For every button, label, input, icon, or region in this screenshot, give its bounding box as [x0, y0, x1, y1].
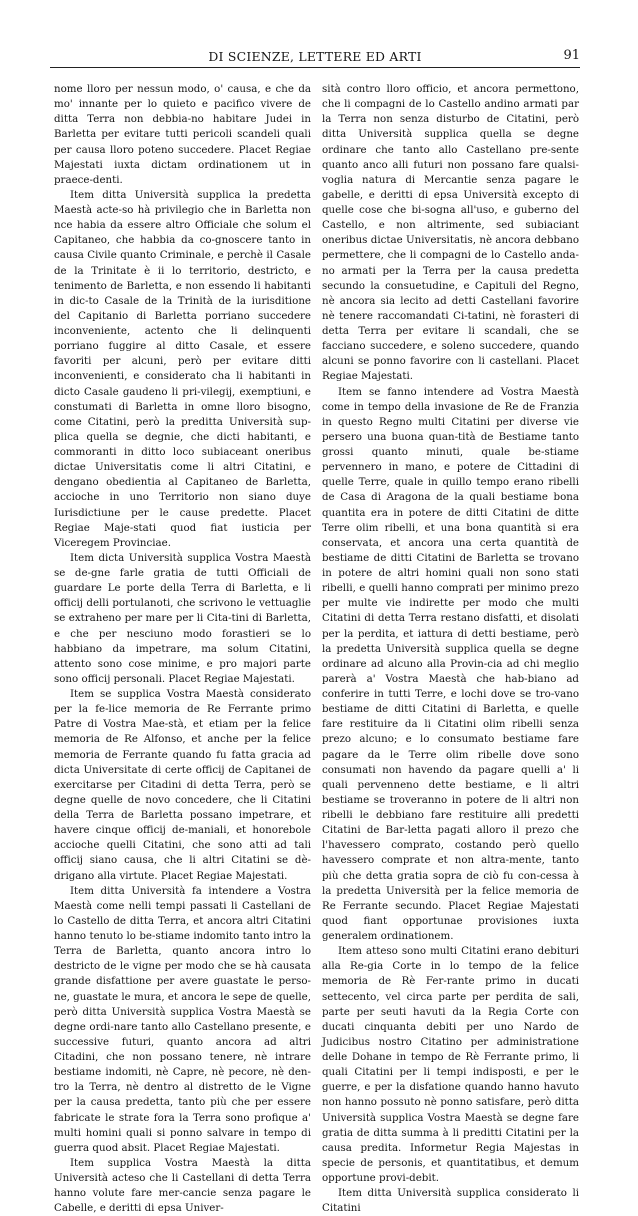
paragraph: Item ditta Università supplica la predetta Maestà acte-so hà privilegio che in Barletta non nce habia da essere altro Officiale che solum el Capitaneo, che habbia da co-gnoscere tanto in causa Civile quanto Criminale, e perchè il Casale de la Trinitate è ii lo territorio, destricto, e tenimento de Barletta, e non essendo li habitanti in dic-to Casale de la Trinità de la iurisditione del Capitanio di Barletta porriano succedere inconveniente, actento che li delinquenti porriano fuggire al ditto Casale, et essere favoriti per alcuni, però per evitare ditti inconvenienti, e considerato cha li habitanti in dicto Casale gaudeno li pri-vilegij, exemptiuni, e constumati di Barletta in omne lloro bisogno, come Citatini, però la preditta Università sup-plica quella se degnie, che dicti habitanti, e commoranti in ditto loco subiaceant oneribus dictae Universitatis come li altri Citatini, e dengano obedientia al Capitaneo de Barletta, accioche in uno Territorio non siano duye Iurisdictiune per le cause predette. Placet Regiae Maje-stati quod fiat iusticia per Viceregem Provinciae.: [54, 188, 311, 549]
running-title: DI SCIENZE, LETTERE ED ARTI: [208, 49, 422, 64]
paragraph: Item se supplica Vostra Maestà considerato per la fe-lice memoria de Re Ferrante primo Patre di Vostra Mae-stà, et etiam per la felice memoria de Re Alfonso, et anche per la felice memoria de Ferrante quando fu fatta gracia ad dicta Universitate di certe officij de Capitanei de exercitarse per Citadini di detta Terra, però se degne quelle de novo concedere, che li Citatini della Terra de Barletta possano impetrare, et havere cinque officij de-maniali, et honorebole accioche quelli Citatini, che sono atti ad tali officij siano causa, che li altri Citatini se dè-drigano alla virtute. Placet Regiae Majestati.: [54, 688, 311, 882]
right-column: [322, 82, 579, 1216]
left-column: [54, 82, 311, 1216]
paragraph: sità contro lloro officio, et ancora permettono, che li compagni de lo Castello andino armati par la Terra non senza disturbo de Citatini, però ditta Università supplica quella se degne ordinare che tanto allo Castellano pre-sente quanto anco alli futuri non possano fare qualsi-voglia natura di Mercantie senza pagare le gabelle, e deritti di epsa Università excepto di quelle cose che bi-sogna all'uso, e guberno del Castello, e non altrimente, sed subiaciant oneribus dictae Universitatis, nè ancora debbano permettere, che li compagni de lo Castello anda-no armati per la Terra per la causa predetta secundo la consuetudine, e Capituli del Regno, nè ancora sia lecito ad detti Castellani favorire nè tenere raccomandati Ci-tatini, nè forasteri di detta Terra per evitare li scandali, che se facciano succedere, e soleno succedere, quando alcuni se ponno favorire con li castellani. Placet Regiae Majestati.: [322, 83, 579, 383]
paragraph: Item dicta Università supplica Vostra Maestà se de-gne farle gratia de tutti Officiali de guardare Le porte della Terra di Barletta, e li officij delli portulanoti, che scrivono le vettuaglie se extraheno per mare per li Cita-tini di Barletta, e che per nesciuno modo forastieri se lo habbiano da impetrare, ma solum Citatini, attento sono cose minime, e pro majori parte sono officij personali. Placet Regiae Majestati.: [54, 551, 311, 685]
paragraph: nome lloro per nessun modo, o' causa, e che da mo' innante per lo quieto e pacifico vivere de ditta Terra non debbia-no habitare Judei in Barletta per evitare tutti pericoli scandeli quali per causa lloro poteno succedere. Placet Regiae Majestati iuxta dictam ordinationem ut in praece-denti.: [54, 83, 311, 186]
page-number: 91: [563, 48, 580, 63]
paragraph: Item atteso sono multi Citatini erano debituri alla Re-gia Corte in lo tempo de la felice memoria de Rè Fer-rante primo in ducati settecento, vel circa parte per perdita de sali, parte per seuti havuti da la Regia Corte con ducati cinquanta debiti per uno Nardo de Judicibus nostro Citatino per administratione delle Dohane in tempo de Rè Ferrante primo, li quali Citatini per li tempi indisposti, e per le guerre, e per la disfatione quando hanno havuto non hanno possuto nè ponno satisfare, però ditta Università supplica Vostra Maestà se degne fare gratia de ditta summa à li preditti Citatini per la causa predita. Informetur Regia Majestas in specie de personis, et quantitatibus, et demum opportune provi-debit.: [322, 945, 579, 1184]
paragraph: Item se fanno intendere ad Vostra Maestà come in tempo della invasione de Re de Franzia in questo Regno multi Citatini per diverse vie persero una buona quan-tità de Bestiame tanto grossi quanto minuti, quale be-stiame pervennero in mano, e potere de Cittadini di quelle Terre, quale in quillo tempo erano ribelli de Casa di Aragona de la quali bestiame bona quantita era in potere de ditti Citatini de ditte Terre olim ribelli, et una bona quantità si era conservata, et ancora una certa quantità de bestiame de ditti Citatini de Barletta se trovano in potere de altri homini quali non sono stati ribelli, e quelli hanno comprati per minimo prezo per multe vie indirette per modo che multi Citatini di detta Terra restano disfatti, et disolati per la perdita, et iattura di detti bestiame, però la predetta Università supplica quella se degne ordinare ad alcuno alla Provin-cia ad chi meglio parerà a' Vostra Maestà che hab-biano ad conferire in tutti Terre, e lochi dove se tro-vano bestiame de ditti Citatini di Barletta, e quelle fare restituire da li Citatini olim ribelli senza prezo alcuno; e lo consumato bestiame fare pagare da le Terre olim ribelle dove sono consumati non havendo da pagare quelli a' li quali pervenneno dette bestiame, e li altri bestiame se troveranno in potere de li altri non ribelli le debbiano fare restituire alli predetti Citatini de Bar-letta pagati alloro il prezo che l'havessero comprato, costando però quello havessero comprate et non altra-mente, tanto più che detta gratia sopra de ciò fu con-cessa à la predetta Università per la felice memoria de Re Ferrante secundo. Placet Regiae Majestati quod fiant opportunae provisiones iuxta generalem ordinationem.: [322, 385, 579, 942]
paragraph: Item supplica Vostra Maestà la ditta Università acteso che li Castellani di detta Terra hanno volute fare mer-cancie senza pagare le Cabelle, e deritti di epsa Univer-: [54, 1156, 311, 1215]
paragraph: Item ditta Università fa intendere a Vostra Maestà come nelli tempi passati li Castellani de lo Castello de ditta Terra, et ancora altri Citatini hanno tenuto lo be-stiame indomito tanto intro la Terra de Barletta, quanto ancora intro lo destricto de le vigne per modo che se hà causata grande disfattione per avere guastate le perso-ne, guastate le mura, et ancora le sepe de quelle, però ditta Università supplica Vostra Maestà se degne ordi-nare tanto allo Castellano presente, e successive futuri, quanto ancora ad altri Citadini, che non possano tenere, nè intrare bestiame indomiti, nè Capre, nè pecore, nè den-tro la Terra, nè dentro al distretto de le Vigne per la causa predetta, tanto più che per essere fabricate le strate fora la Terra sono profique a' multi homini quali si ponno salvare in tempo di guerra quod absit. Placet Regiae Majestati.: [54, 884, 311, 1154]
paragraph: Item ditta Università supplica considerato li Citatini: [322, 1187, 579, 1215]
page-header: [50, 47, 580, 68]
